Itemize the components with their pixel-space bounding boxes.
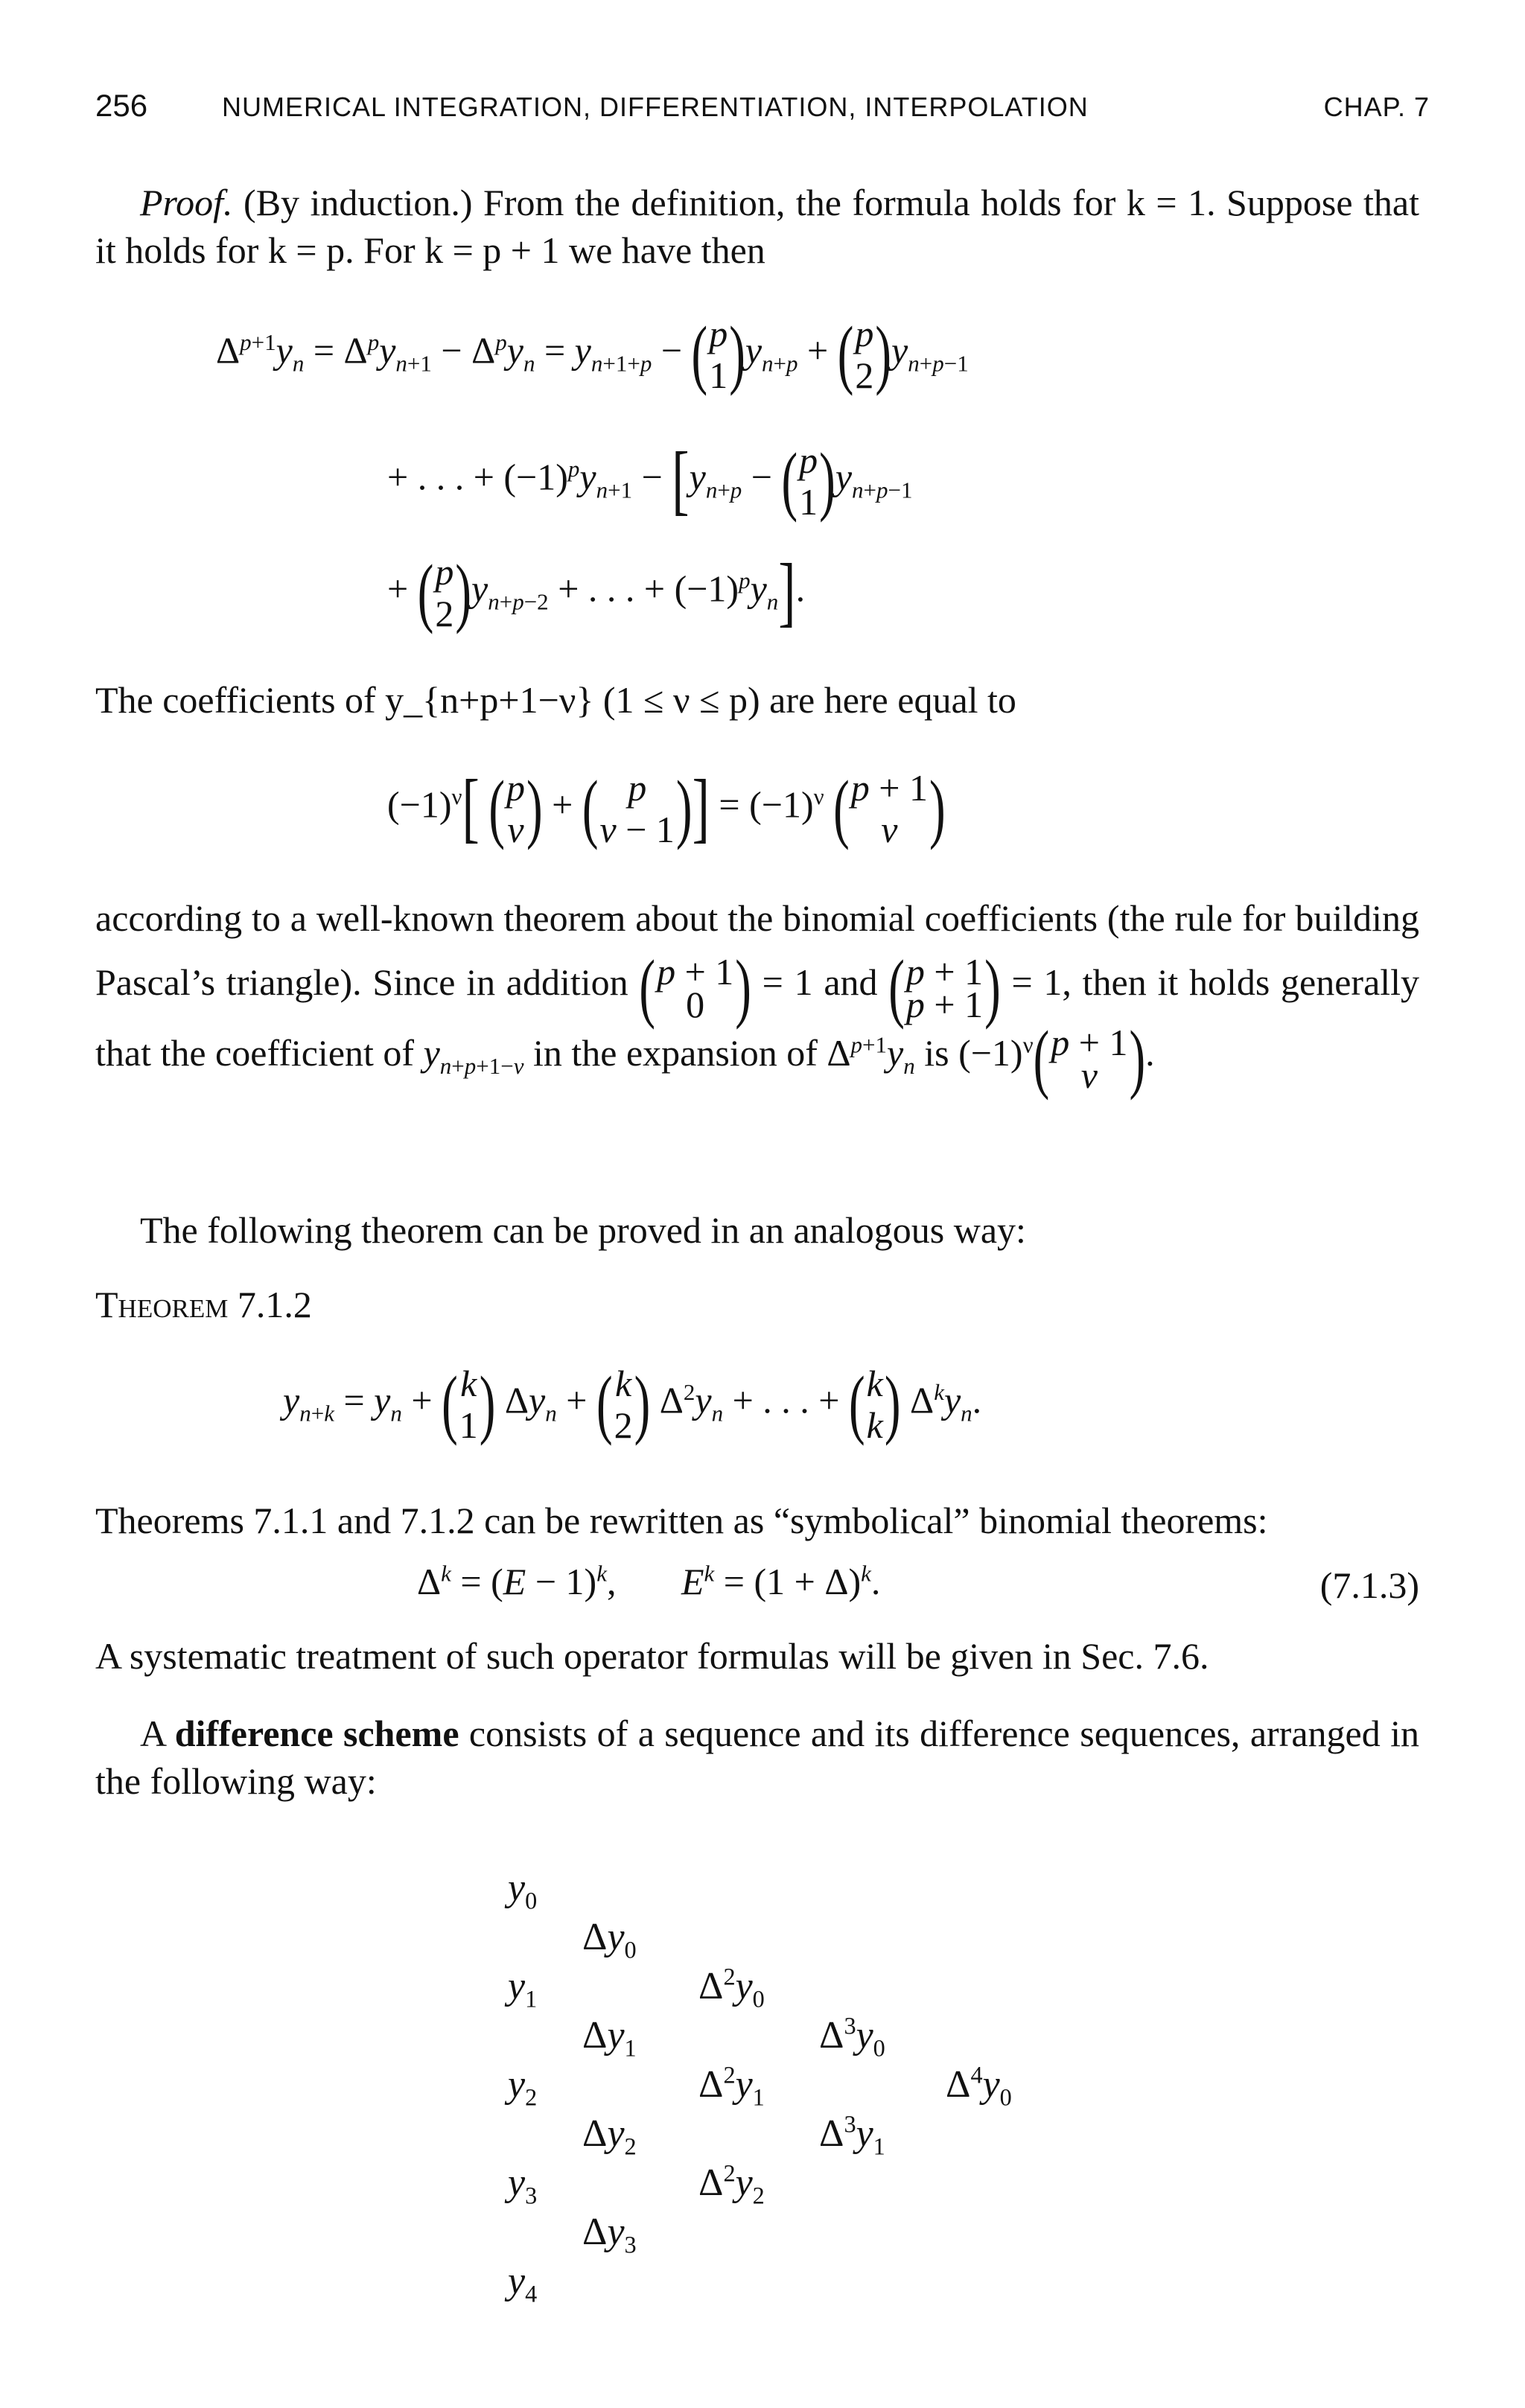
scheme-cell: $\Delta y_2$	[582, 2112, 637, 2160]
proof-paragraph	[95, 179, 1419, 274]
scheme-cell: $\Delta y_0$	[582, 1916, 637, 1963]
induction-equation-line-2: + . . . + $(-1)^py_{n+1} - [y_{n+p}$ − ( p 1 )$y_{n+p-1}$	[387, 437, 913, 523]
scheme-cell: $y_1$	[508, 1965, 538, 2013]
scheme-cell: $\Delta^2y_0$	[698, 1963, 765, 2013]
equation-number: (7.1.3)	[1319, 1564, 1419, 1606]
difference-scheme-paragraph: A difference scheme consists of a sequence and its difference sequences, arranged in the following way:	[95, 1713, 1419, 1802]
proof-text: (By induction.) From the definition, the formula holds for k = 1. Suppose that it holds for k = p. For k = p + 1 we have then	[95, 182, 1419, 271]
scheme-cell: $y_3$	[508, 2162, 538, 2209]
analogous-sentence: The following theorem can be proved in an analogous way:	[140, 1209, 1026, 1251]
running-header	[95, 88, 1430, 133]
pascal-paragraph: according to a well-known theorem about the binomial coefficients (the rule for building Pascal’s triangle). Since in addition ( p + 1 0 ) = 1 and ( p + 1 p + 1 ) = 1, then it holds generally that the coefficient of $y_{n+p+1-\nu}$ in the expansion of $\Delta^{p+1}y_n$ is $(-1)^\nu$( p + 1 ν ).	[95, 897, 1420, 1102]
scheme-cell: $\Delta^3y_1$	[819, 2110, 885, 2160]
theorem-label: Theorem 7.1.2	[95, 1284, 312, 1325]
scheme-cell: $\Delta y_1$	[582, 2014, 637, 2062]
page-number: 256	[95, 88, 148, 123]
symbolic-sentence: Theorems 7.1.1 and 7.1.2 can be rewritten as “symbolical” binomial theorems:	[95, 1500, 1268, 1541]
induction-equation-line-1: $\Delta^{p+1}y_n = \Delta^py_{n+1} - \Delta^py_n = y_{n+1+p}$ − ( p 1 )$y_{n+p}$ + ( p 2 )$y_{n+p-1}$	[216, 310, 969, 397]
systematic-sentence: A systematic treatment of such operator formulas will be given in Sec. 7.6.	[95, 1635, 1209, 1677]
scheme-cell: $\Delta y_3$	[582, 2211, 637, 2258]
coefficients-intro: The coefficients of y_{n+p+1−ν} (1 ≤ ν ≤ p) are here equal to	[95, 679, 1016, 721]
running-title: NUMERICAL INTEGRATION, DIFFERENTIATION, INTERPOLATION	[222, 92, 1089, 122]
scheme-cell: $y_4$	[508, 2260, 538, 2307]
chapter-label: CHAP. 7	[1323, 92, 1430, 122]
proof-label: Proof.	[140, 182, 233, 223]
difference-scheme-term: difference scheme	[174, 1713, 459, 1754]
scheme-cell: $y_2$	[508, 2063, 538, 2111]
theorem-7-1-2-equation: $y_{n+k} = y_n$ + ( k 1 ) $\Delta y_n$ + ( k 2 ) $\Delta^2y_n$ + . . . + ( k k ) $\Delta^ky_n$.	[283, 1360, 982, 1447]
scheme-cell: $\Delta^2y_1$	[698, 2061, 765, 2111]
scheme-cell: $\Delta^3y_0$	[819, 2012, 885, 2062]
scheme-cell: $\Delta^2y_2$	[698, 2159, 765, 2209]
symbolic-binomial-equation: $\Delta^k = (E - 1)^k$, $E^k = (1 + \Delta)^k$.	[417, 1560, 881, 1602]
scheme-cell: $y_0$	[508, 1867, 538, 1914]
scheme-cell: $\Delta^4y_0$	[946, 2061, 1012, 2111]
pascal-identity-equation: $(-1)^\nu$[ ( p ν ) + ( p ν − 1 )] = $(-1)^\nu$ ( p + 1 ν )	[387, 765, 946, 851]
induction-equation-line-3: + ( p 2 )$y_{n+p-2}$ + . . . + $(-1)^py_n$].	[387, 549, 806, 635]
